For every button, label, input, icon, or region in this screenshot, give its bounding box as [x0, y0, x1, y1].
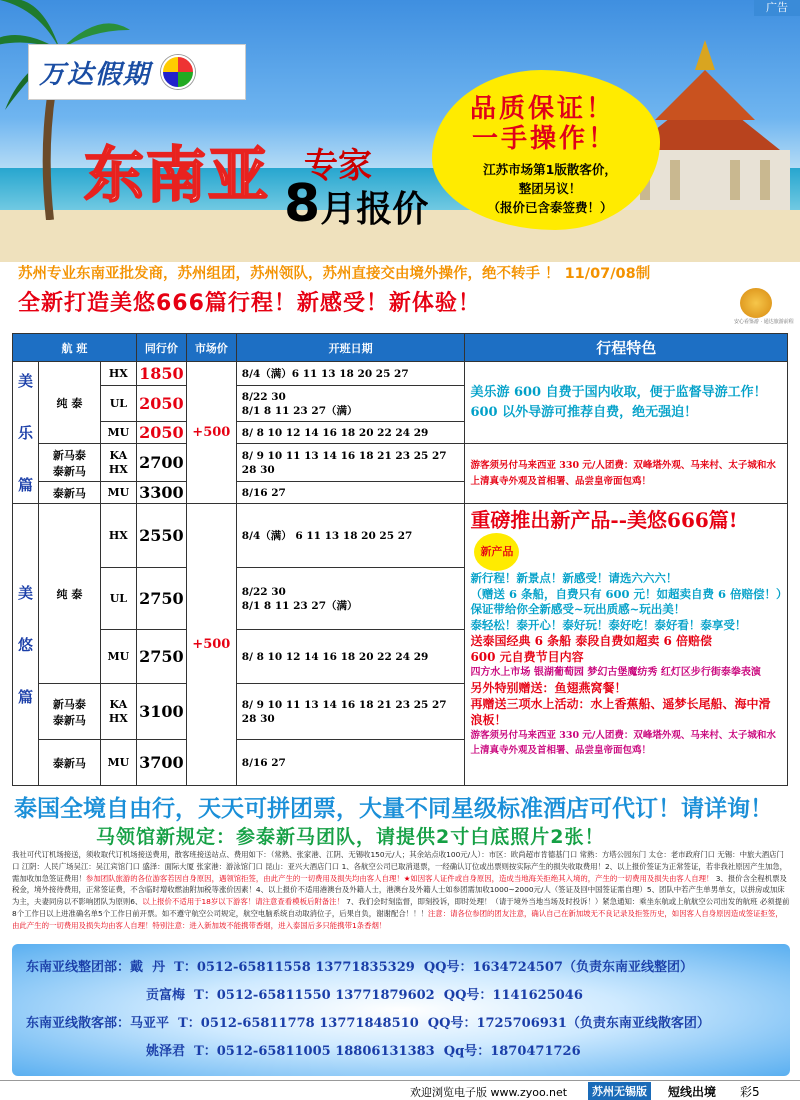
footer-brand: 苏州无锡版	[588, 1082, 651, 1100]
header-dates: 开班日期	[236, 334, 465, 362]
title-sub: 专家	[304, 146, 372, 186]
new-product-badge: 新产品	[474, 533, 519, 571]
route-cell: 泰新马	[38, 740, 100, 786]
contact-panel	[12, 944, 790, 1076]
header-flight: 航 班	[13, 334, 137, 362]
airline-cell: MU	[100, 422, 136, 444]
feature-text: 游客须另付马来西亚 330 元/人团费：双峰塔外观、马来村、太子城和水上清真寺外观及首相署、品尝皇帝面包鸡！	[470, 459, 776, 487]
dates-cell: 8/ 8 10 12 14 16 18 20 22 24 29	[236, 422, 465, 444]
table-row	[13, 444, 788, 482]
dates-cell: 8/4（满） 6 11 13 18 20 25 27	[236, 504, 465, 568]
price-note	[440, 160, 660, 217]
headline: 全新打造美悠666篇行程！新感受！新体验！	[18, 291, 481, 316]
notes-p2-warning: 参加团队旅游的各位游客若因自身原因，遇领馆拒签，由此产生的一切费用及损失均由客人自理！★如因客人证件或自身原因，造成当地海关拒绝其入境的，产生的一切费用及损失由客人自理！	[85, 873, 714, 883]
page-footer	[0, 1080, 800, 1100]
dates-cell: 8/16 27	[236, 482, 465, 504]
airline-cell: MU	[100, 630, 136, 684]
header-market: 市场价	[186, 334, 236, 362]
terms-notes	[12, 849, 790, 932]
month-number: 8	[284, 174, 321, 234]
dates-cell: 8/4（满）6 11 13 18 20 25 27	[236, 362, 465, 386]
feature-text: 游客须另付马来西亚 330 元/人团费：双峰塔外观、马来村、太子城和水上清真寺外观及首相署、品尝皇帝面包鸡！	[470, 730, 776, 756]
price-table	[12, 333, 788, 786]
route-cell: 泰新马	[38, 482, 100, 504]
title-main: 东南亚	[84, 141, 270, 211]
table-row	[13, 504, 788, 568]
feature-text: 600 元自费节目内容	[470, 650, 584, 664]
price-cell: 3300	[136, 482, 186, 504]
badge-text: 安心看鉴游 · 通达旅游前程	[734, 319, 794, 325]
dates-cell: 8/16 27	[236, 740, 465, 786]
price-cell: 2750	[136, 568, 186, 630]
feature-cell	[465, 362, 788, 444]
airline-cell: UL	[100, 568, 136, 630]
price-note-2: 整团另议！	[518, 181, 582, 196]
footer-page: 彩5	[740, 1085, 760, 1099]
feature-text: （赠送 6 条船，自费只有 600 元！如超卖自费 6 倍赔偿！）	[470, 586, 788, 601]
wholesaler-line: 苏州专业东南亚批发商，苏州组团，苏州领队，苏州直接交由境外操作，绝不转手 ！ 11/07/08制	[18, 266, 651, 282]
buddha-badge-icon	[740, 288, 772, 318]
footer-section: 短线出境	[668, 1085, 717, 1099]
market-cell: +500	[186, 362, 236, 504]
feature-text: 再赠送三项水上活动：水上香蕉船、遥梦长尾船、海中滑浪板！	[470, 697, 771, 727]
price-cell: 2750	[136, 630, 186, 684]
feature-cell	[465, 444, 788, 504]
footer-welcome: 欢迎浏览电子版 www.zyoo.net	[410, 1086, 568, 1099]
feature-text: 送泰国经典 6 条船 泰段自费如超卖 6 倍赔偿	[470, 634, 713, 648]
notes-p4: 7、我们会时刻监督，即刻投诉，即时处理！（请于境外当地当场及时投诉！）紧急通知：乘坐东航或上航航空公司出发的航班 必须提前8个工作日以上进准确名单5个工作日前开票。如不遵守航空公司规定，航空电脑系统自动取消位子，后果自负，谢谢配合！！！	[12, 897, 790, 918]
notes-p1: 我社可代订机场接送，须收取代订机场接送费用，散客班接送站点、费用如下：（常熟、张家港、江阴、无锡收150元/人；其余站点收100元/人）：市区：欧尚超市肯德基门口 常熟：方塔公园东门 太仓：老市政府门口 无锡：中旅大酒店门口 江阴：人民广场吴江：吴江宾馆门口 盛泽：面际大厦 张家港：游泳馆门口 昆山：亚兴大酒店门口	[12, 850, 784, 871]
airline-cell: MU	[100, 740, 136, 786]
airline-cell: HX	[100, 504, 136, 568]
feature-text: 新行程！新景点！新感受！请选六六六！	[470, 571, 678, 585]
month-word: 月报价	[320, 189, 429, 230]
price-cell: 2550	[136, 504, 186, 568]
contact-row: 姚泽君 T：0512-65811005 18806131383 Qq号：1870471726	[146, 1044, 581, 1059]
feature-text: 保证带给你全新感受~玩出质感~玩出美！	[470, 602, 686, 616]
airline-cell: HX	[100, 362, 136, 386]
group-name-meiyou: 美 悠 篇	[13, 504, 39, 786]
route-cell: 新马泰 泰新马	[38, 684, 100, 740]
quality-line-1: 品质保证！	[470, 94, 616, 124]
promo-line-1: 泰国全境自由行，天天可拼团票，大量不同星级标准酒店可代订！请详询！	[14, 796, 773, 822]
dates-cell: 8/ 9 10 11 13 14 16 18 21 23 25 27 28 30	[236, 444, 465, 482]
notes-p4-warning: 注意：请各位参团的团友注意，确认自己在新加坡无不良记录及拒签历史，如因客人自身原因造成签证拒签，由此产生的一切费用及损失均由客人自理！特别注意：进入新加坡不能携带香烟，进入泰国后多只能携带1条香烟！	[12, 908, 783, 930]
airline-cell: KA HX	[100, 684, 136, 740]
dates-cell: 8/22 30 8/1 8 11 23 27（满）	[236, 386, 465, 422]
feature-text: 四方水上市场 银湖葡萄园 梦幻古堡魔纺秀 红灯区步行街泰拳表演	[470, 667, 761, 678]
hero-banner	[0, 0, 800, 262]
airline-cell: UL	[100, 386, 136, 422]
route-cell: 新马泰 泰新马	[38, 444, 100, 482]
logo-text: 万达假期	[39, 59, 152, 90]
contact-row: 东南亚线散客部：马亚平 T：0512-65811778 13771848510 QQ号：1725706931（负责东南亚线散客团）	[26, 1016, 710, 1031]
table-header	[13, 334, 788, 362]
title-month	[284, 174, 428, 234]
feature-text: 美乐游 600 自费于国内收取，便于监督导游工作！600 以外导游可推荐自费，绝无强迫！	[470, 384, 767, 420]
price-note-1: 江苏市场第1版散客价，	[483, 162, 617, 177]
airline-cell: MU	[100, 482, 136, 504]
price-cell: 2050	[136, 386, 186, 422]
table-row	[13, 362, 788, 386]
globe-icon	[161, 55, 195, 89]
notes-p3-warning: 以上报价不适用于18岁以下游客！请注意查看模板后附备注！	[142, 897, 344, 907]
quality-line-2: 一手操作！	[472, 124, 618, 154]
feature-text: 泰轻松！泰开心！泰好玩！泰好吃！泰好看！泰享受！	[470, 617, 747, 632]
price-cell: 2700	[136, 444, 186, 482]
notes-p2: 1、各航空公司已取消退票，一经确认订位或出票则按实际产生的损失收取费用！2、以上报价签证为正常签证，若非我社原因产生加急，需加收加急签证费用！	[12, 861, 788, 883]
price-cell: 2050	[136, 422, 186, 444]
market-cell: +500	[186, 504, 236, 786]
group-name-meile: 美 乐 篇	[13, 362, 39, 504]
route-cell: 纯 泰	[38, 362, 100, 444]
ad-tag: 广告	[754, 0, 800, 16]
brand-logo	[28, 44, 246, 100]
price-note-3: （报价已含泰签费！）	[487, 200, 613, 215]
route-cell: 纯 泰	[38, 504, 100, 684]
price-cell: 1850	[136, 362, 186, 386]
dates-cell: 8/ 8 10 12 14 16 18 20 22 24 29	[236, 630, 465, 684]
price-cell: 3100	[136, 684, 186, 740]
promo-line-2: 马领馆新规定：参泰新马团队，请提供2寸白底照片2张！	[96, 826, 605, 848]
notes-p3: 3、报价含全程机票及税金，境外接待费用，正常签证费，不含临时增收燃油附加税等涨价因素！4、以上报价不适用港澳台及外籍人士，港澳台及外籍人士如参团需加收1000~2000元/人（签证及回中国签证需自理）5、团队中若产生单男单女，以拼房或加床为主，夫妻同房以不影响团队为原则6、	[12, 873, 787, 907]
header-price: 同行价	[136, 334, 186, 362]
airline-cell: KA HX	[100, 444, 136, 482]
feature-cell	[465, 504, 788, 786]
contact-row: 东南亚线整团部：戴 丹 T：0512-65811558 13771835329 QQ号：1634724507（负责东南亚线整团）	[26, 960, 693, 975]
new-product-title: 重磅推出新产品--美悠666篇!新产品	[470, 507, 782, 571]
contact-row: 贡富梅 T：0512-65811550 13771879602 QQ号：1141625046	[146, 988, 583, 1003]
dates-cell: 8/22 30 8/1 8 11 23 27（满）	[236, 568, 465, 630]
price-cell: 3700	[136, 740, 186, 786]
dates-cell: 8/ 9 10 11 13 14 16 18 21 23 25 27 28 30	[236, 684, 465, 740]
feature-text: 另外特别赠送：鱼翅燕窝餐！	[470, 681, 627, 695]
header-feature: 行程特色	[465, 334, 788, 362]
